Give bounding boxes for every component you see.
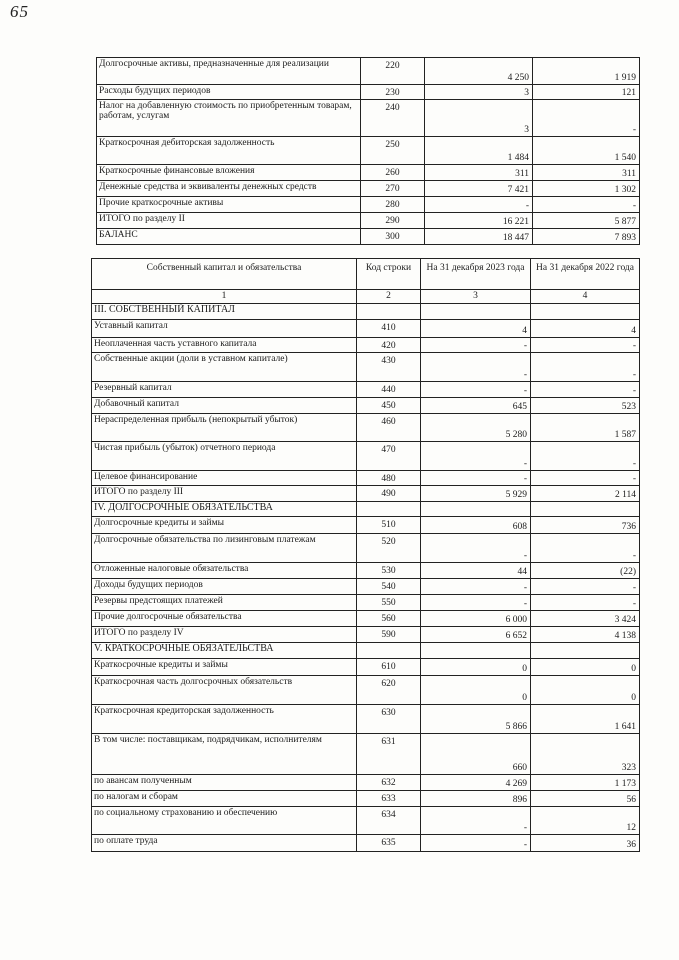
page-number: 65 bbox=[10, 2, 29, 21]
row-name: Неоплаченная часть уставного капитала bbox=[92, 338, 357, 353]
value-2022: 523 bbox=[531, 398, 640, 414]
row-code: 630 bbox=[357, 705, 421, 734]
table-row bbox=[92, 442, 640, 471]
value-2022: (22) bbox=[531, 563, 640, 579]
row-code: 240 bbox=[361, 100, 425, 137]
table-row bbox=[92, 579, 640, 595]
value-2022: 4 bbox=[531, 320, 640, 338]
table-row bbox=[92, 534, 640, 563]
value-2023: 16 221 bbox=[425, 213, 533, 229]
row-code: 460 bbox=[357, 414, 421, 442]
empty-cell bbox=[357, 643, 421, 659]
value-2022: 1 302 bbox=[533, 181, 640, 197]
value-2023: - bbox=[421, 807, 531, 835]
value-2023: - bbox=[421, 534, 531, 563]
row-name: по социальному страхованию и обеспечению bbox=[92, 807, 357, 835]
row-name: Долгосрочные активы, предназначенные для реализации bbox=[97, 58, 361, 85]
table-row bbox=[92, 517, 640, 534]
row-name: Собственные акции (доли в уставном капитале) bbox=[92, 353, 357, 382]
row-name: Прочие краткосрочные активы bbox=[97, 197, 361, 213]
value-2022: 1 587 bbox=[531, 414, 640, 442]
row-name: Краткосрочные кредиты и займы bbox=[92, 659, 357, 676]
row-code: 520 bbox=[357, 534, 421, 563]
value-2022: - bbox=[533, 100, 640, 137]
row-name: Прочие долгосрочные обязательства bbox=[92, 611, 357, 627]
table-row bbox=[92, 353, 640, 382]
row-code: 610 bbox=[357, 659, 421, 676]
row-name: Денежные средства и эквиваленты денежных средств bbox=[97, 181, 361, 197]
table-row bbox=[92, 563, 640, 579]
row-code: 270 bbox=[361, 181, 425, 197]
row-name: БАЛАНС bbox=[97, 229, 361, 245]
header-code: Код строки bbox=[357, 259, 421, 290]
value-2023: 645 bbox=[421, 398, 531, 414]
assets-table bbox=[96, 57, 640, 245]
value-2022: 2 114 bbox=[531, 486, 640, 502]
value-2023: 44 bbox=[421, 563, 531, 579]
row-code: 420 bbox=[357, 338, 421, 353]
table-row bbox=[92, 659, 640, 676]
value-2022: 1 919 bbox=[533, 58, 640, 85]
table-row bbox=[97, 181, 640, 197]
row-name: Долгосрочные обязательства по лизинговым платежам bbox=[92, 534, 357, 563]
section-title: IV. ДОЛГОСРОЧНЫЕ ОБЯЗАТЕЛЬСТВА bbox=[92, 502, 357, 517]
column-number-row bbox=[92, 290, 640, 304]
value-2023: 5 280 bbox=[421, 414, 531, 442]
row-code: 280 bbox=[361, 197, 425, 213]
value-2023: 660 bbox=[421, 734, 531, 775]
empty-cell bbox=[531, 304, 640, 320]
table-row bbox=[97, 197, 640, 213]
empty-cell bbox=[531, 502, 640, 517]
table-row bbox=[92, 807, 640, 835]
value-2022: - bbox=[531, 471, 640, 486]
row-code: 560 bbox=[357, 611, 421, 627]
row-code: 410 bbox=[357, 320, 421, 338]
row-name: Краткосрочная кредиторская задолженность bbox=[92, 705, 357, 734]
value-2022: 36 bbox=[531, 835, 640, 852]
row-code: 633 bbox=[357, 791, 421, 807]
row-name: В том числе: поставщикам, подрядчикам, исполнителям bbox=[92, 734, 357, 775]
table-row bbox=[92, 835, 640, 852]
table-row bbox=[92, 791, 640, 807]
value-2023: 18 447 bbox=[425, 229, 533, 245]
value-2022: 4 138 bbox=[531, 627, 640, 643]
row-name: Резервы предстоящих платежей bbox=[92, 595, 357, 611]
value-2022: - bbox=[531, 579, 640, 595]
row-name: Расходы будущих периодов bbox=[97, 85, 361, 100]
value-2023: 896 bbox=[421, 791, 531, 807]
value-2023: - bbox=[425, 197, 533, 213]
value-2022: - bbox=[533, 197, 640, 213]
table-row bbox=[92, 382, 640, 398]
value-2023: 3 bbox=[425, 100, 533, 137]
value-2022: 311 bbox=[533, 165, 640, 181]
table-row bbox=[92, 471, 640, 486]
section-row bbox=[92, 643, 640, 659]
value-2023: 4 250 bbox=[425, 58, 533, 85]
value-2022: 12 bbox=[531, 807, 640, 835]
table-row bbox=[92, 676, 640, 705]
table-row bbox=[92, 627, 640, 643]
table-header-row bbox=[92, 259, 640, 290]
value-2023: 4 269 bbox=[421, 775, 531, 791]
empty-cell bbox=[357, 502, 421, 517]
empty-cell bbox=[421, 502, 531, 517]
value-2023: 6 652 bbox=[421, 627, 531, 643]
row-code: 480 bbox=[357, 471, 421, 486]
empty-cell bbox=[421, 643, 531, 659]
value-2022: - bbox=[531, 442, 640, 471]
value-2022: - bbox=[531, 353, 640, 382]
table-row bbox=[92, 611, 640, 627]
row-code: 440 bbox=[357, 382, 421, 398]
row-code: 290 bbox=[361, 213, 425, 229]
row-code: 490 bbox=[357, 486, 421, 502]
section-row bbox=[92, 304, 640, 320]
value-2022: 1 641 bbox=[531, 705, 640, 734]
row-code: 430 bbox=[357, 353, 421, 382]
row-code: 300 bbox=[361, 229, 425, 245]
value-2023: - bbox=[421, 338, 531, 353]
row-name: Добавочный капитал bbox=[92, 398, 357, 414]
value-2023: - bbox=[421, 835, 531, 852]
row-name: Долгосрочные кредиты и займы bbox=[92, 517, 357, 534]
section-title: III. СОБСТВЕННЫЙ КАПИТАЛ bbox=[92, 304, 357, 320]
value-2022: 0 bbox=[531, 676, 640, 705]
table-row bbox=[92, 734, 640, 775]
value-2023: 0 bbox=[421, 659, 531, 676]
value-2023: 0 bbox=[421, 676, 531, 705]
value-2023: - bbox=[421, 579, 531, 595]
value-2022: 1 540 bbox=[533, 137, 640, 165]
value-2023: 608 bbox=[421, 517, 531, 534]
row-code: 230 bbox=[361, 85, 425, 100]
value-2023: 6 000 bbox=[421, 611, 531, 627]
row-code: 632 bbox=[357, 775, 421, 791]
row-code: 530 bbox=[357, 563, 421, 579]
row-name: Краткосрочные финансовые вложения bbox=[97, 165, 361, 181]
row-name: Краткосрочная дебиторская задолженность bbox=[97, 137, 361, 165]
table-row bbox=[92, 398, 640, 414]
row-code: 590 bbox=[357, 627, 421, 643]
value-2022: 121 bbox=[533, 85, 640, 100]
value-2023: 7 421 bbox=[425, 181, 533, 197]
value-2022: 323 bbox=[531, 734, 640, 775]
liabilities-table bbox=[91, 258, 640, 852]
empty-cell bbox=[357, 304, 421, 320]
value-2022: - bbox=[531, 595, 640, 611]
row-code: 540 bbox=[357, 579, 421, 595]
value-2023: - bbox=[421, 382, 531, 398]
row-name: ИТОГО по разделу III bbox=[92, 486, 357, 502]
value-2023: 1 484 bbox=[425, 137, 533, 165]
value-2022: 736 bbox=[531, 517, 640, 534]
value-2022: - bbox=[531, 338, 640, 353]
row-name: ИТОГО по разделу IV bbox=[92, 627, 357, 643]
value-2023: 311 bbox=[425, 165, 533, 181]
row-code: 635 bbox=[357, 835, 421, 852]
section-row bbox=[92, 502, 640, 517]
table-row bbox=[92, 338, 640, 353]
value-2023: - bbox=[421, 595, 531, 611]
value-2022: 7 893 bbox=[533, 229, 640, 245]
row-code: 250 bbox=[361, 137, 425, 165]
table-row bbox=[92, 775, 640, 791]
value-2023: 5 866 bbox=[421, 705, 531, 734]
table-row bbox=[97, 58, 640, 85]
row-name: Чистая прибыль (убыток) отчетного периода bbox=[92, 442, 357, 471]
row-name: Уставный капитал bbox=[92, 320, 357, 338]
row-name: Отложенные налоговые обязательства bbox=[92, 563, 357, 579]
value-2022: 0 bbox=[531, 659, 640, 676]
row-code: 450 bbox=[357, 398, 421, 414]
value-2022: 56 bbox=[531, 791, 640, 807]
value-2023: - bbox=[421, 442, 531, 471]
row-code: 634 bbox=[357, 807, 421, 835]
row-name: по авансам полученным bbox=[92, 775, 357, 791]
table-row bbox=[92, 595, 640, 611]
row-name: по оплате труда bbox=[92, 835, 357, 852]
table-row bbox=[97, 85, 640, 100]
row-code: 260 bbox=[361, 165, 425, 181]
row-name: Нераспределенная прибыль (непокрытый убыток) bbox=[92, 414, 357, 442]
row-code: 550 bbox=[357, 595, 421, 611]
row-code: 620 bbox=[357, 676, 421, 705]
value-2022: - bbox=[531, 534, 640, 563]
row-code: 220 bbox=[361, 58, 425, 85]
row-name: Резервный капитал bbox=[92, 382, 357, 398]
row-code: 510 bbox=[357, 517, 421, 534]
table-row bbox=[97, 229, 640, 245]
row-name: Доходы будущих периодов bbox=[92, 579, 357, 595]
row-name: Краткосрочная часть долгосрочных обязательств bbox=[92, 676, 357, 705]
table-row bbox=[92, 486, 640, 502]
row-name: по налогам и сборам bbox=[92, 791, 357, 807]
table-row bbox=[92, 705, 640, 734]
column-number-1: 1 bbox=[92, 290, 357, 304]
value-2022: 1 173 bbox=[531, 775, 640, 791]
table-row bbox=[97, 100, 640, 137]
row-code: 470 bbox=[357, 442, 421, 471]
header-name: Собственный капитал и обязательства bbox=[92, 259, 357, 290]
table-row bbox=[92, 320, 640, 338]
header-2022: На 31 декабря 2022 года bbox=[531, 259, 640, 290]
value-2023: 4 bbox=[421, 320, 531, 338]
empty-cell bbox=[421, 304, 531, 320]
row-name: ИТОГО по разделу II bbox=[97, 213, 361, 229]
value-2023: 5 929 bbox=[421, 486, 531, 502]
value-2023: - bbox=[421, 471, 531, 486]
column-number-3: 3 bbox=[421, 290, 531, 304]
row-code: 631 bbox=[357, 734, 421, 775]
value-2023: - bbox=[421, 353, 531, 382]
row-name: Целевое финансирование bbox=[92, 471, 357, 486]
value-2022: 5 877 bbox=[533, 213, 640, 229]
row-name: Налог на добавленную стоимость по приобретенным товарам, работам, услугам bbox=[97, 100, 361, 137]
value-2023: 3 bbox=[425, 85, 533, 100]
table-row bbox=[97, 213, 640, 229]
section-title: V. КРАТКОСРОЧНЫЕ ОБЯЗАТЕЛЬСТВА bbox=[92, 643, 357, 659]
value-2022: - bbox=[531, 382, 640, 398]
empty-cell bbox=[531, 643, 640, 659]
table-row bbox=[92, 414, 640, 442]
table-row bbox=[97, 165, 640, 181]
column-number-4: 4 bbox=[531, 290, 640, 304]
header-2023: На 31 декабря 2023 года bbox=[421, 259, 531, 290]
value-2022: 3 424 bbox=[531, 611, 640, 627]
column-number-2: 2 bbox=[357, 290, 421, 304]
table-row bbox=[97, 137, 640, 165]
